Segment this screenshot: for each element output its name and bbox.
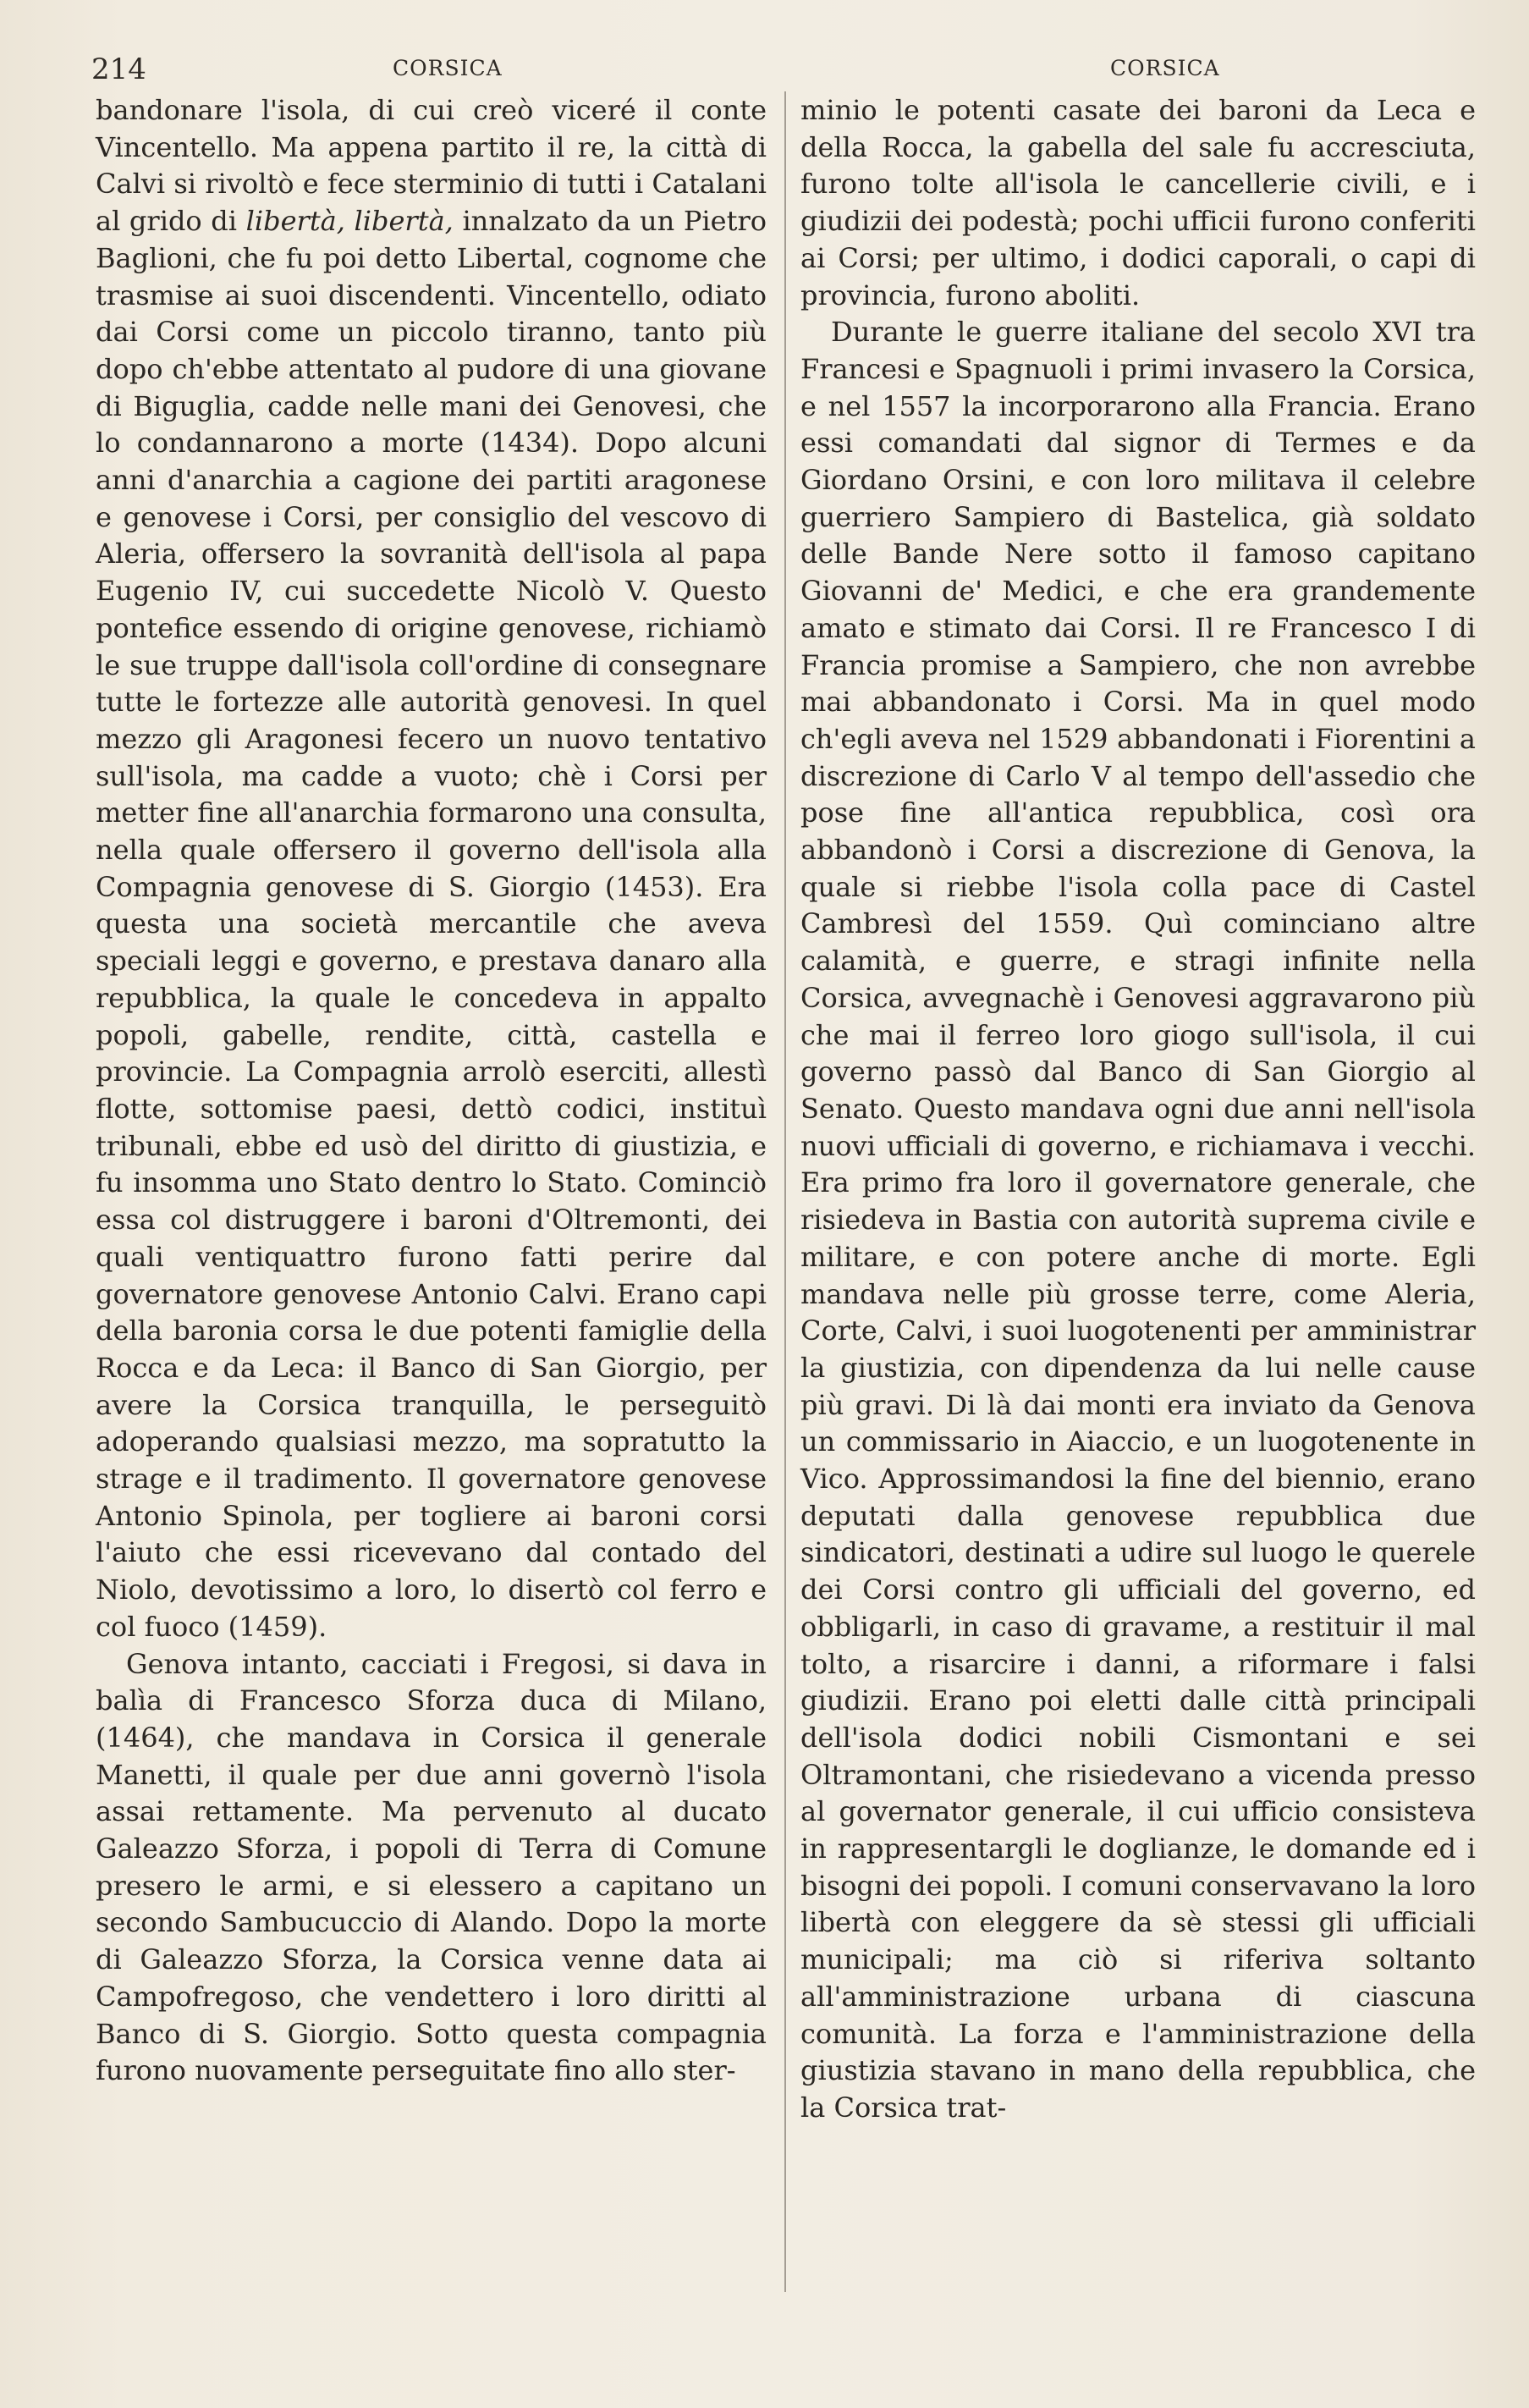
column-divider (784, 91, 786, 2292)
left-paragraph-2: Genova intanto, cacciati i Fregosi, si dava in balìa di Francesco Sforza duca di Milano, (1464), che mandava in Corsica il generale Manetti, il quale per due anni governò l'isola assai rettamente. Ma pervenuto al ducato Galeazzo Sforza, i popoli di Terra di Comune presero le armi, e si elessero a capitano un secondo Sambucuccio di Alando. Dopo la morte di Galeazzo Sforza, la Corsica venne data ai Campofregoso, che vendettero i loro diritti al Banco di S. Giorgio. Sotto questa compagnia furono nuovamente perseguitate fino allo ster- (96, 1647, 767, 2087)
right-paragraph-1: minio le potenti casate dei baroni da Leca e della Rocca, la gabella del sale fu accresciuta, furono tolte all'isola le cancellerie civili, e i giudizii dei podestà; pochi ufficii furono conferiti ai Corsi; per ultimo, i dodici caporali, o capi di provincia, furono aboliti. (800, 94, 1476, 311)
right-paragraph-2: Durante le guerre italiane del secolo XVI tra Francesi e Spagnuoli i primi invasero la Corsica, e nel 1557 la incorporarono alla Francia. Erano essi comandati dal signor di Termes e da Giordano Orsini, e con loro militava il celebre guerriero Sampiero di Bastelica, già soldato delle Bande Nere sotto il famoso capitano Giovanni de' Medici, e che era grandemente amato e stimato dai Corsi. Il re Francesco I di Francia promise a Sampiero, che non avrebbe mai abbandonato i Corsi. Ma in quel modo ch'egli aveva nel 1529 abbandonati i Fiorentini a discrezione di Carlo V al tempo dell'assedio che pose fine all'antica repubblica, così ora abbandonò i Corsi a discrezione di Genova, la quale si riebbe l'isola colla pace di Castel Cambresì del 1559. Quì cominciano altre calamità, e guerre, e stragi infinite nella Corsica, avvegnachè i Genovesi aggravarono più che mai il ferreo loro giogo sull'isola, il cui governo passò dal Banco di San Giorgio al Senato. Questo mandava ogni due anni nell'isola nuovi ufficiali di governo, e richiamava i vecchi. Era primo fra loro il governatore generale, che risiedeva in Bastia con autorità suprema civile e militare, e con potere anche di morte. Egli mandava nelle più grosse terre, come Aleria, Corte, Calvi, i suoi luogotenenti per amministrar la giustizia, con dipendenza da lui nelle cause più gravi. Di là dai monti era inviato da Genova un commissario in Aiaccio, e un luogotenente in Vico. Approssimandosi la fine del biennio, erano deputati dalla genovese repubblica due sindicatori, destinati a udire sul luogo le querele dei Corsi contro gli ufficiali del governo, ed obbligarli, in caso di gravame, a restituir il mal tolto, a risarcire i danni, a riformare i falsi giudizii. Erano poi eletti dalle città principali dell'isola dodici nobili Cismontani e sei Oltramontani, che risiedevano a vicenda presso al governator generale, il cui ufficio consisteva in rappresentargli le doglianze, le domande ed i bisogni dei popoli. I comuni conservavano la loro libertà con eleggere da sè stessi gli ufficiali municipali; ma ciò si riferiva soltanto all'amministrazione urbana di ciascuna comunità. La forza e l'amministrazione della giustizia stavano in mano della repubblica, che la Corsica trat- (800, 316, 1476, 2124)
left-paragraph-1-text-a: bandonare l'isola, di cui creò viceré il conte Vincentello. Ma appena partito il re, la città di Calvi si rivoltò e fece sterminio di tutti i Catalani al grido di (96, 94, 767, 238)
left-paragraph-1-italic: libertà, libertà, (245, 205, 454, 238)
running-head-right: CORSICA (1110, 56, 1220, 80)
running-head-left: CORSICA (393, 56, 503, 80)
page-number: 214 (91, 52, 146, 86)
right-column (800, 92, 1476, 2127)
left-column (96, 92, 767, 2090)
left-paragraph-1-text-b: innalzato da un Pietro Baglioni, che fu poi detto Libertal, cognome che trasmise ai suoi discendenti. Vincentello, odiato dai Corsi come un piccolo tiranno, tanto più dopo ch'ebbe attentato al pudore di una giovane di Biguglia, cadde nelle mani dei Genovesi, che lo condannarono a morte (1434). Dopo alcuni anni d'anarchia a cagione dei partiti aragonese e genovese i Corsi, per consiglio del vescovo di Aleria, offersero la sovranità dell'isola al papa Eugenio IV, cui succedette Nicolò V. Questo pontefice essendo di origine genovese, richiamò le sue truppe dall'isola coll'ordine di consegnare tutte le fortezze alle autorità genovesi. In quel mezzo gli Aragonesi fecero un nuovo tentativo sull'isola, ma cadde a vuoto; chè i Corsi per metter fine all'anarchia formarono una consulta, nella quale offersero il governo dell'isola alla Compagnia genovese di S. Giorgio (1453). Era questa una società mercantile che aveva speciali leggi e governo, e prestava danaro alla repubblica, la quale le concedeva in appalto popoli, gabelle, rendite, città, castella e provincie. La Compagnia arrolò eserciti, allestì flotte, sottomise paesi, dettò codici, instituì tribunali, ebbe ed usò del diritto di giustizia, e fu insomma uno Stato dentro lo Stato. Cominciò essa col distruggere i baroni d'Oltremonti, dei quali ventiquattro furono fatti perire dal governatore genovese Antonio Calvi. Erano capi della baronia corsa le due potenti famiglie della Rocca e da Leca: il Banco di San Giorgio, per avere la Corsica tranquilla, le perseguitò adoperando qualsiasi mezzo, ma sopratutto la strage e il tradimento. Il governatore genovese Antonio Spinola, per togliere ai baroni corsi l'aiuto che essi ricevevano dal contado del Niolo, devotissimo a loro, lo disertò col ferro e col fuoco (1459). (96, 205, 767, 1643)
left-paragraph-1 (96, 92, 767, 1646)
